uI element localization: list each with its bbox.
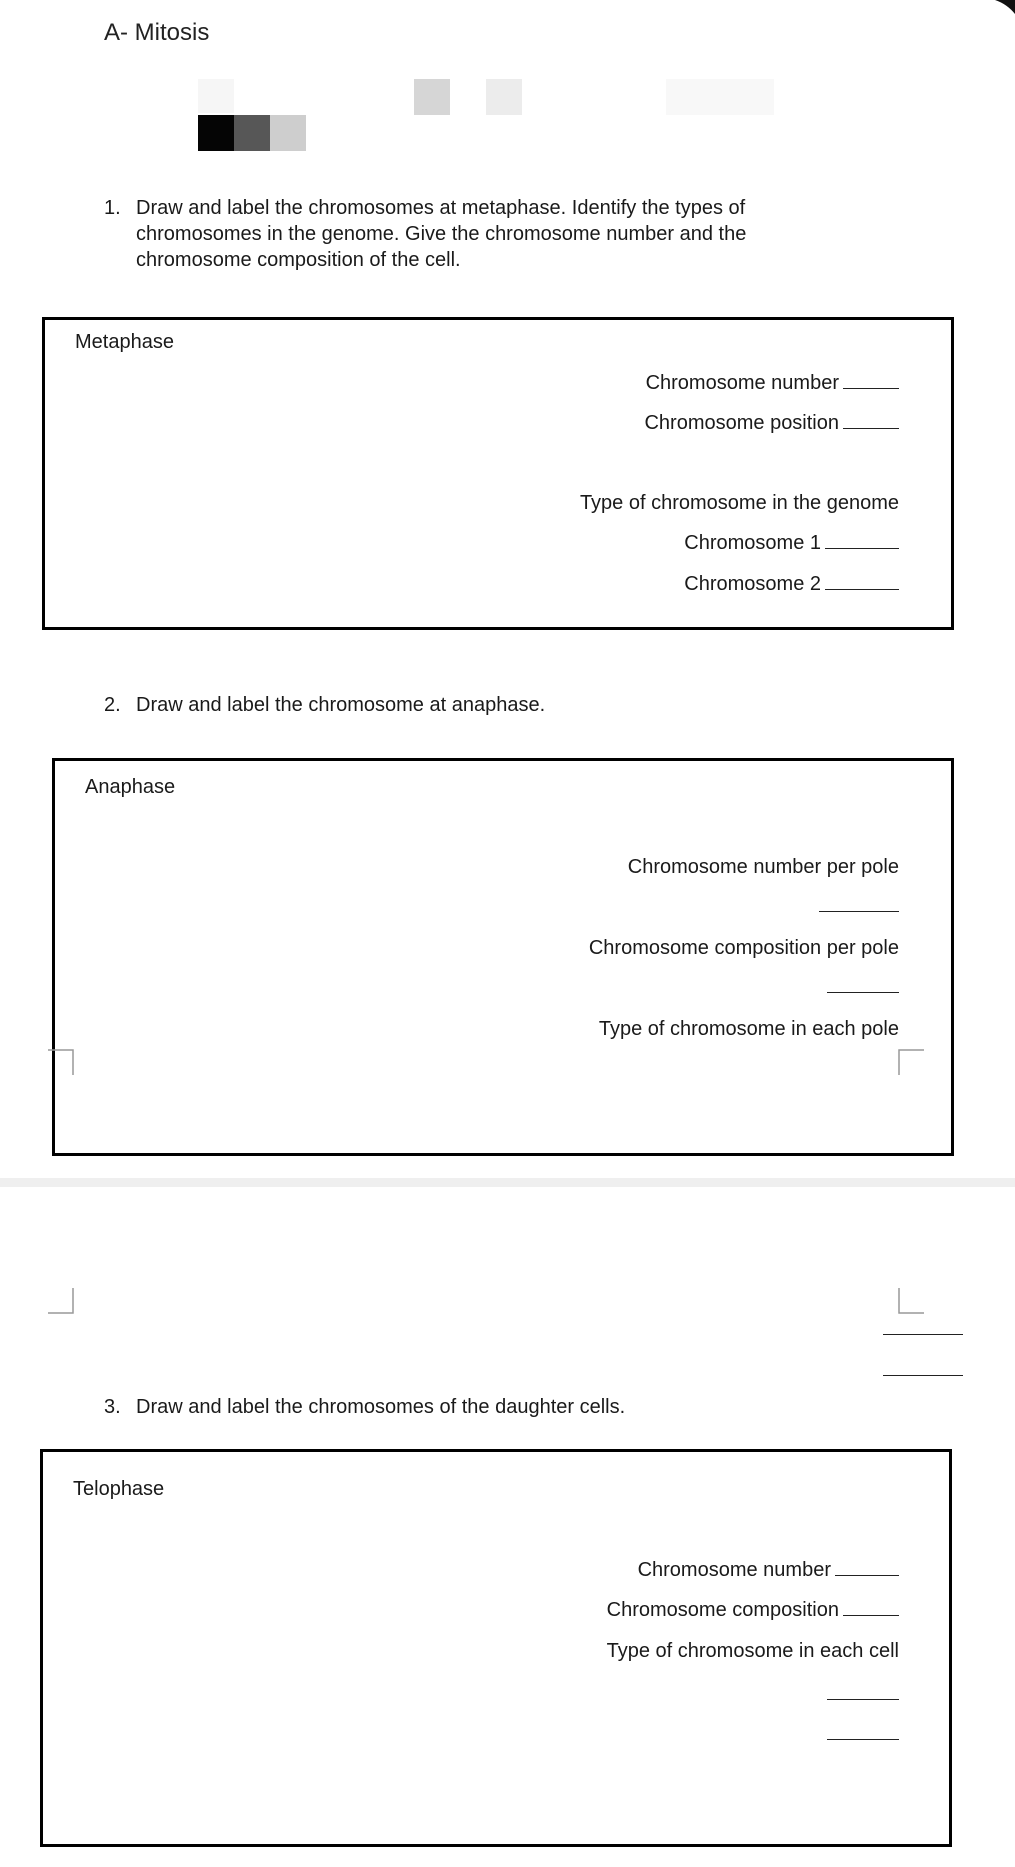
answer-blank[interactable] <box>819 911 899 912</box>
crop-mark-icon <box>48 1288 74 1314</box>
field-label: Chromosome position <box>644 412 839 434</box>
metaphase-chromosome-2-field <box>684 573 899 596</box>
redacted-pixel-block <box>486 79 522 115</box>
redacted-pixel-block <box>414 79 450 115</box>
field-label: Chromosome 2 <box>684 573 821 595</box>
redacted-pixel-block <box>270 115 306 151</box>
redacted-pixel-block <box>666 79 774 115</box>
telophase-chromosome-composition-field <box>607 1599 899 1622</box>
crop-mark-icon <box>898 1288 924 1314</box>
answer-blank[interactable] <box>843 372 899 389</box>
answer-blank[interactable] <box>843 412 899 429</box>
answer-blank[interactable] <box>883 1375 963 1376</box>
crop-mark-icon <box>898 1049 924 1075</box>
telophase-type-each-cell-field: Type of chromosome in each cell <box>606 1640 899 1662</box>
answer-blank[interactable] <box>827 1739 899 1740</box>
anaphase-type-each-pole-field: Type of chromosome in each pole <box>598 1018 899 1040</box>
page-break <box>0 1178 1015 1187</box>
question-text-line: chromosome composition of the cell. <box>136 249 461 271</box>
telophase-label: Telophase <box>73 1478 165 1500</box>
answer-blank[interactable] <box>827 992 899 993</box>
anaphase-box[interactable] <box>52 758 954 1156</box>
anaphase-composition-per-pole-field: Chromosome composition per pole <box>588 937 899 959</box>
telophase-chromosome-number-field <box>638 1559 899 1582</box>
anaphase-label: Anaphase <box>85 776 176 798</box>
telophase-box[interactable] <box>40 1449 952 1847</box>
question-number: 2. <box>104 694 121 716</box>
question-number: 1. <box>104 197 121 219</box>
answer-blank[interactable] <box>835 1559 899 1576</box>
page-title: A- Mitosis <box>104 19 210 42</box>
field-label: Chromosome composition <box>606 1599 839 1621</box>
question-text-line: chromosomes in the genome. Give the chromosome number and the <box>136 223 747 245</box>
metaphase-chromosome-number-field <box>646 372 899 395</box>
redacted-pixel-block <box>234 115 270 151</box>
metaphase-type-heading: Type of chromosome in the genome <box>579 492 899 514</box>
metaphase-chromosome-position-field <box>644 412 899 435</box>
question-text-line: Draw and label the chromosome at anaphase. <box>136 694 546 716</box>
question-3 <box>104 1394 864 1422</box>
question-number: 3. <box>104 1396 121 1418</box>
redacted-pixel-block <box>198 79 234 113</box>
question-text-line: Draw and label the chromosomes of the daughter cells. <box>136 1396 626 1418</box>
answer-blank[interactable] <box>827 1699 899 1700</box>
anaphase-number-per-pole-field: Chromosome number per pole <box>627 856 899 878</box>
question-text-line: Draw and label the chromosomes at metaphase. Identify the types of <box>136 197 746 219</box>
answer-blank[interactable] <box>825 573 899 590</box>
field-label: Chromosome number <box>637 1559 831 1581</box>
crop-mark-icon <box>48 1049 74 1075</box>
metaphase-box[interactable] <box>42 317 954 630</box>
question-1 <box>104 195 864 275</box>
field-label: Chromosome number <box>645 372 839 394</box>
answer-blank[interactable] <box>883 1334 963 1335</box>
metaphase-chromosome-1-field <box>684 532 899 555</box>
redacted-pixel-block <box>198 115 234 151</box>
metaphase-label: Metaphase <box>75 331 174 353</box>
field-label: Chromosome 1 <box>684 532 821 554</box>
answer-blank[interactable] <box>825 532 899 549</box>
answer-blank[interactable] <box>843 1599 899 1616</box>
question-2 <box>104 692 864 720</box>
page-corner-shape <box>993 0 1015 18</box>
